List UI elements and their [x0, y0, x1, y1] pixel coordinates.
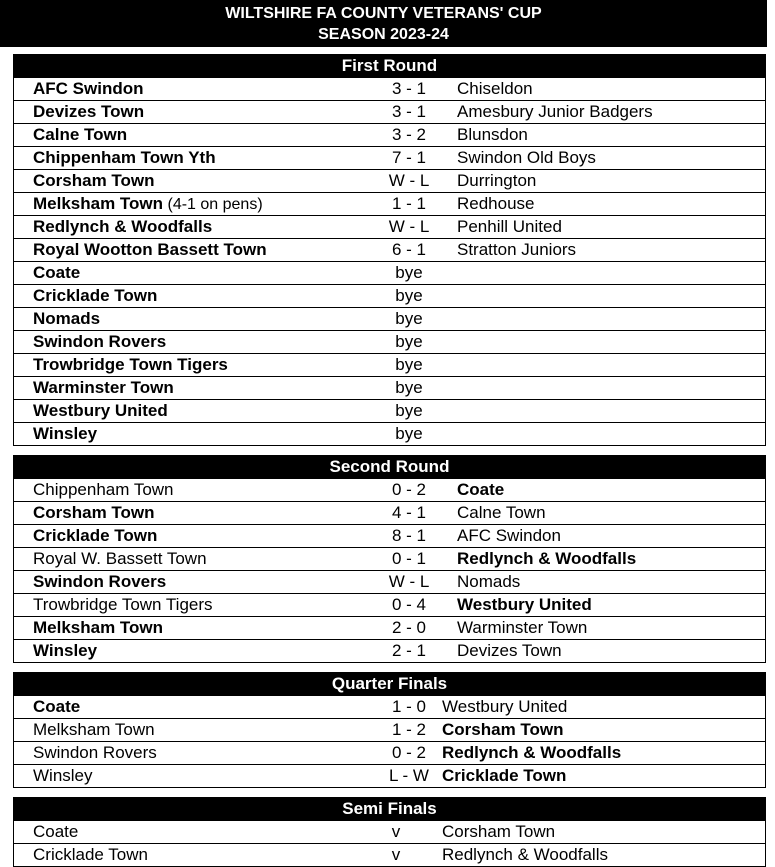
match-score: 0 - 1	[391, 549, 427, 568]
match-row	[14, 238, 765, 261]
match-score: 8 - 1	[391, 526, 427, 545]
home-team	[33, 331, 166, 353]
home-team	[33, 525, 157, 547]
round-section	[13, 672, 766, 788]
home-team	[33, 548, 207, 570]
match-score: bye	[395, 332, 423, 351]
match-score: 1 - 0	[391, 697, 427, 716]
home-team-name: Calne Town	[33, 125, 128, 144]
match-row	[14, 192, 765, 215]
home-team-name: Chippenham Town Yth	[33, 148, 216, 167]
competition-title: WILTSHIRE FA COUNTY VETERANS' CUP	[225, 5, 542, 22]
match-score: bye	[395, 378, 423, 397]
home-team	[33, 285, 157, 307]
away-team: Blunsdon	[457, 125, 528, 144]
home-team-name: AFC Swindon	[33, 79, 144, 98]
away-team: Stratton Juniors	[457, 240, 577, 259]
match-row	[14, 639, 765, 662]
match-score: 0 - 2	[391, 480, 427, 499]
match-row	[14, 284, 765, 307]
home-team	[33, 78, 143, 100]
home-team-name: Westbury United	[33, 401, 168, 420]
away-team: Redhouse	[457, 194, 535, 213]
away-team: Nomads	[457, 572, 521, 591]
home-team	[33, 124, 127, 146]
penalty-note: (4-1 on pens)	[163, 196, 263, 213]
away-team: Warminster Town	[457, 618, 588, 637]
home-team-name: Royal W. Bassett Town	[33, 549, 207, 568]
match-row	[14, 524, 765, 547]
home-team-name: Nomads	[33, 309, 101, 328]
match-score: 0 - 4	[391, 595, 427, 614]
match-score: L - W	[389, 766, 429, 785]
home-team-name: Cricklade Town	[33, 845, 148, 864]
round-section	[13, 54, 766, 446]
round-heading: Second Round	[14, 455, 765, 478]
match-row	[14, 593, 765, 616]
home-team-name: Cricklade Town	[33, 526, 158, 545]
match-score: bye	[395, 263, 423, 282]
match-score: bye	[395, 424, 423, 443]
home-team-name: Coate	[33, 263, 81, 282]
away-team: Coate	[457, 480, 505, 499]
match-row	[14, 501, 765, 524]
away-team: Durrington	[457, 171, 537, 190]
match-row	[14, 820, 765, 843]
match-score: 1 - 1	[391, 194, 427, 213]
title-banner	[0, 0, 767, 47]
home-team	[33, 502, 155, 524]
match-row	[14, 616, 765, 639]
match-score: W - L	[388, 171, 430, 190]
match-row	[14, 570, 765, 593]
home-team-name: Cricklade Town	[33, 286, 158, 305]
away-team: Calne Town	[457, 503, 546, 522]
away-team: Devizes Town	[457, 641, 562, 660]
home-team-name: Trowbridge Town Tigers	[33, 595, 213, 614]
home-team-name: Chippenham Town	[33, 480, 174, 499]
round-section	[13, 455, 766, 663]
home-team	[33, 844, 148, 866]
match-score: 7 - 1	[391, 148, 427, 167]
home-team	[33, 571, 166, 593]
home-team-name: Corsham Town	[33, 171, 155, 190]
home-team-name: Winsley	[33, 641, 98, 660]
home-team	[33, 617, 163, 639]
match-score: bye	[395, 355, 423, 374]
round-heading: Semi Finals	[14, 797, 765, 820]
home-team-name: Warminster Town	[33, 378, 174, 397]
home-team-name: Devizes Town	[33, 102, 145, 121]
home-team	[33, 640, 97, 662]
away-team: Cricklade Town	[442, 766, 567, 785]
away-team: AFC Swindon	[457, 526, 561, 545]
match-score: 4 - 1	[391, 503, 427, 522]
home-team	[33, 262, 80, 284]
away-team: Redlynch & Woodfalls	[442, 743, 622, 762]
match-row	[14, 261, 765, 284]
match-row	[14, 478, 765, 501]
home-team	[33, 423, 97, 445]
home-team	[33, 354, 228, 376]
home-team-name: Melksham Town	[33, 194, 164, 213]
match-score: bye	[395, 286, 423, 305]
home-team-name: Coate	[33, 697, 81, 716]
match-score: v	[391, 845, 401, 864]
home-team-name: Coate	[33, 822, 79, 841]
match-score: 1 - 2	[391, 720, 427, 739]
match-score: 2 - 1	[391, 641, 427, 660]
round-section	[13, 797, 766, 867]
match-row	[14, 146, 765, 169]
home-team	[33, 696, 80, 718]
match-score: 3 - 2	[391, 125, 427, 144]
match-row	[14, 307, 765, 330]
match-row	[14, 764, 765, 787]
match-row	[14, 376, 765, 399]
home-team	[33, 216, 212, 238]
season-title: SEASON 2023-24	[318, 26, 449, 43]
match-row	[14, 695, 765, 718]
home-team-name: Melksham Town	[33, 720, 155, 739]
home-team	[33, 308, 100, 330]
home-team-name: Swindon Rovers	[33, 332, 167, 351]
match-row	[14, 843, 765, 866]
home-team	[33, 742, 157, 764]
home-team-name: Swindon Rovers	[33, 572, 167, 591]
home-team	[33, 821, 78, 843]
home-team-name: Swindon Rovers	[33, 743, 157, 762]
match-score: W - L	[388, 572, 430, 591]
away-team: Swindon Old Boys	[457, 148, 596, 167]
away-team: Westbury United	[457, 595, 592, 614]
match-score: W - L	[388, 217, 430, 236]
home-team	[33, 765, 93, 787]
round-heading: First Round	[14, 54, 765, 77]
round-heading: Quarter Finals	[14, 672, 765, 695]
match-row	[14, 399, 765, 422]
home-team-name: Trowbridge Town Tigers	[33, 355, 228, 374]
match-row	[14, 169, 765, 192]
home-team-name: Winsley	[33, 424, 98, 443]
away-team: Corsham Town	[442, 720, 564, 739]
home-team	[33, 239, 267, 261]
match-row	[14, 718, 765, 741]
home-team	[33, 170, 155, 192]
home-team	[33, 147, 216, 169]
match-score: 2 - 0	[391, 618, 427, 637]
match-score: v	[391, 822, 401, 841]
match-row	[14, 77, 765, 100]
home-team-name: Melksham Town	[33, 618, 164, 637]
match-row	[14, 215, 765, 238]
home-team-name: Royal Wootton Bassett Town	[33, 240, 267, 259]
home-team	[33, 193, 263, 216]
match-score: 0 - 2	[391, 743, 427, 762]
home-team-name: Corsham Town	[33, 503, 155, 522]
away-team: Amesbury Junior Badgers	[457, 102, 653, 121]
match-row	[14, 123, 765, 146]
match-score: 3 - 1	[391, 79, 427, 98]
home-team-name: Redlynch & Woodfalls	[33, 217, 213, 236]
away-team: Penhill United	[457, 217, 562, 236]
match-score: 6 - 1	[391, 240, 427, 259]
away-team: Westbury United	[442, 697, 568, 716]
home-team	[33, 377, 174, 399]
match-score: 3 - 1	[391, 102, 427, 121]
match-row	[14, 100, 765, 123]
away-team: Chiseldon	[457, 79, 533, 98]
match-row	[14, 353, 765, 376]
away-team: Corsham Town	[442, 822, 556, 841]
home-team	[33, 719, 155, 741]
home-team	[33, 400, 168, 422]
home-team	[33, 101, 144, 123]
match-row	[14, 330, 765, 353]
match-row	[14, 741, 765, 764]
match-row	[14, 422, 765, 445]
home-team	[33, 594, 213, 616]
home-team-name: Winsley	[33, 766, 93, 785]
home-team	[33, 479, 174, 501]
match-row	[14, 547, 765, 570]
match-score: bye	[395, 309, 423, 328]
match-score: bye	[395, 401, 423, 420]
away-team: Redlynch & Woodfalls	[457, 549, 637, 568]
away-team: Redlynch & Woodfalls	[442, 845, 608, 864]
